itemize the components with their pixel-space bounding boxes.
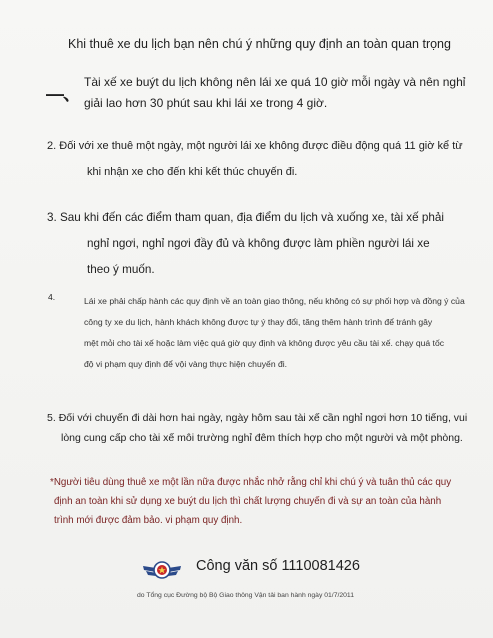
- rule-5-marker: 5.: [47, 412, 56, 424]
- rule-2: [47, 133, 463, 185]
- issuing-authority: do Tổng cục Đường bộ Bộ Giao thông Vận tải ban hành ngày 01/7/2011: [137, 592, 354, 599]
- rule-5: [47, 408, 467, 448]
- document-title: Khi thuê xe du lịch bạn nên chú ý những quy định an toàn quan trọng: [68, 37, 451, 51]
- note-line-2: định an toàn khi sử dụng xe buýt du lịch thì chất lượng chuyến đi và sự an toàn của hành: [54, 496, 442, 507]
- note-line-3: trình mới được đảm bảo. vi phạm quy định.: [54, 515, 243, 526]
- rule-1: [84, 72, 465, 114]
- rule-2-marker: 2.: [47, 140, 57, 152]
- rule-3-line-3: theo ý muốn.: [87, 263, 155, 276]
- rule-4-marker: 4.: [48, 292, 56, 302]
- rule-1-line: Tài xế xe buýt du lịch không nên lái xe quá 10 giờ mỗi ngày và nên nghỉ: [84, 75, 466, 89]
- rule-3-marker: 3.: [47, 211, 57, 224]
- handwritten-dash-marker: —、: [46, 84, 80, 104]
- rule-4-line-4: độ vi phạm quy định để vội vàng thực hiện chuyến đi.: [84, 359, 288, 369]
- rule-2-text: Đối với xe thuê một ngày, một người lái xe không được điều động quá 11 giờ kể từ: [59, 140, 463, 152]
- official-letter-number: Công văn số 1110081426: [196, 558, 360, 574]
- reminder-note: [50, 473, 451, 530]
- rule-3-text: Sau khi đến các điểm tham quan, địa điểm du lịch và xuống xe, tài xế phải: [60, 211, 444, 224]
- note-line-1: *Người tiêu dùng thuê xe một lần nữa được nhắc nhở rằng chỉ khi chú ý và tuân thủ các quy: [50, 477, 452, 488]
- rule-3-line-2: nghỉ ngơi, nghỉ ngơi đầy đủ và không được làm phiền người lái xe: [87, 237, 430, 250]
- rule-3: [47, 205, 444, 283]
- rule-2-line-1: [47, 133, 463, 159]
- rule-5-line-2: lòng cung cấp cho tài xế môi trường nghỉ đêm thích hợp cho một người và một phòng.: [61, 432, 463, 444]
- rule-5-text: Đối với chuyến đi dài hơn hai ngày, ngày hôm sau tài xế cần nghỉ ngơi hơn 10 tiếng, vui: [58, 412, 468, 424]
- rule-1-line: giải lao hơn 30 phút sau khi lái xe trong 4 giờ.: [84, 96, 328, 110]
- rule-4-line-2: công ty xe du lịch, hành khách không được tự ý thay đổi, tăng thêm hành trình để tránh gây: [84, 317, 433, 327]
- rule-5-line-1: [47, 408, 467, 428]
- rule-4-line-3: mệt mỏi cho tài xế hoặc làm việc quá giờ quy định và không được yêu cầu tài xế. chạy quá tốc: [84, 338, 445, 348]
- rule-2-line-2: khi nhận xe cho đến khi kết thúc chuyến đi.: [87, 166, 298, 178]
- transport-emblem-icon: [142, 556, 182, 584]
- rule-3-line-1: [47, 205, 444, 231]
- rule-4: [70, 291, 465, 375]
- rule-4-line-1: Lái xe phải chấp hành các quy định về an toàn giao thông, nếu không có sự phối hợp và đồng ý của: [84, 296, 465, 306]
